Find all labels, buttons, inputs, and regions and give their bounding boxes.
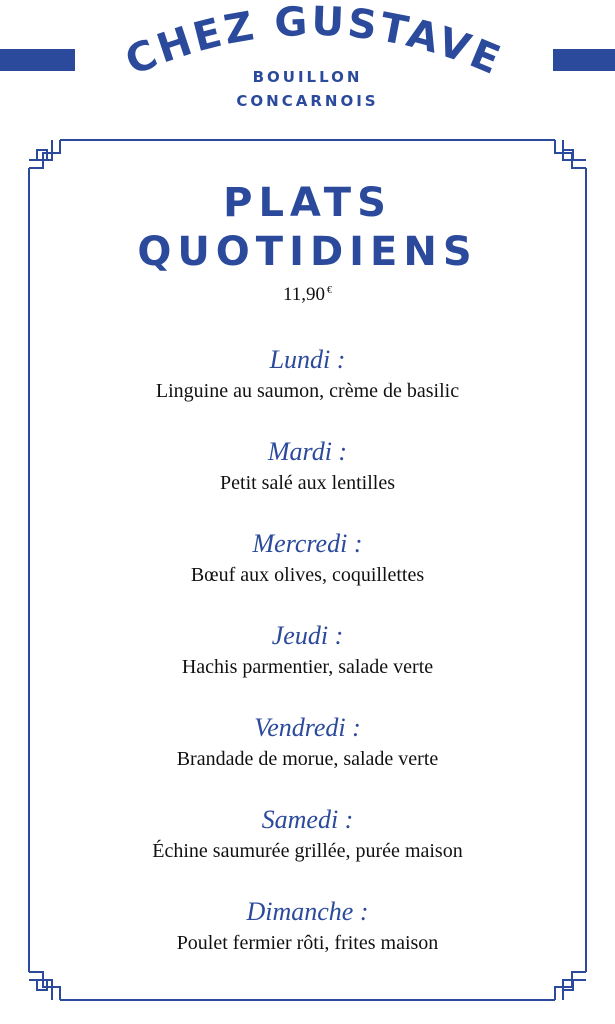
day-item-mercredi (0, 528, 615, 620)
day-name: Vendredi : (254, 713, 361, 742)
restaurant-name: CHEZ GUSTAVE (119, 0, 509, 85)
day-name: Jeudi : (271, 621, 344, 650)
day-dish: Échine saumurée grillée, purée maison (152, 840, 463, 862)
day-item-lundi (0, 344, 615, 436)
daily-dishes-list (0, 344, 615, 988)
menu-price (0, 284, 615, 306)
price-currency: € (327, 285, 333, 296)
day-item-jeudi (0, 620, 615, 712)
subtitle-line-2: CONCARNOIS (236, 92, 379, 110)
price-value: 11,90 (282, 284, 326, 305)
day-name: Lundi : (269, 345, 346, 374)
day-dish: Poulet fermier rôti, frites maison (176, 932, 439, 954)
day-item-mardi (0, 436, 615, 528)
day-name: Samedi : (261, 805, 354, 834)
day-name: Mardi : (267, 437, 348, 466)
subtitle-line-1: BOUILLON (252, 68, 363, 86)
day-item-dimanche (0, 896, 615, 988)
day-dish: Petit salé aux lentilles (220, 472, 395, 494)
day-name: Dimanche : (246, 897, 369, 926)
day-item-vendredi (0, 712, 615, 804)
day-dish: Hachis parmentier, salade verte (181, 656, 434, 678)
menu-title-line-1: PLATS (223, 180, 392, 226)
day-dish: Brandade de morue, salade verte (176, 748, 439, 770)
day-dish: Bœuf aux olives, coquillettes (190, 564, 425, 586)
menu-title-line-2: QUOTIDIENS (137, 229, 478, 275)
day-item-samedi (0, 804, 615, 896)
day-dish: Linguine au saumon, crème de basilic (155, 380, 460, 402)
day-name: Mercredi : (252, 529, 363, 558)
